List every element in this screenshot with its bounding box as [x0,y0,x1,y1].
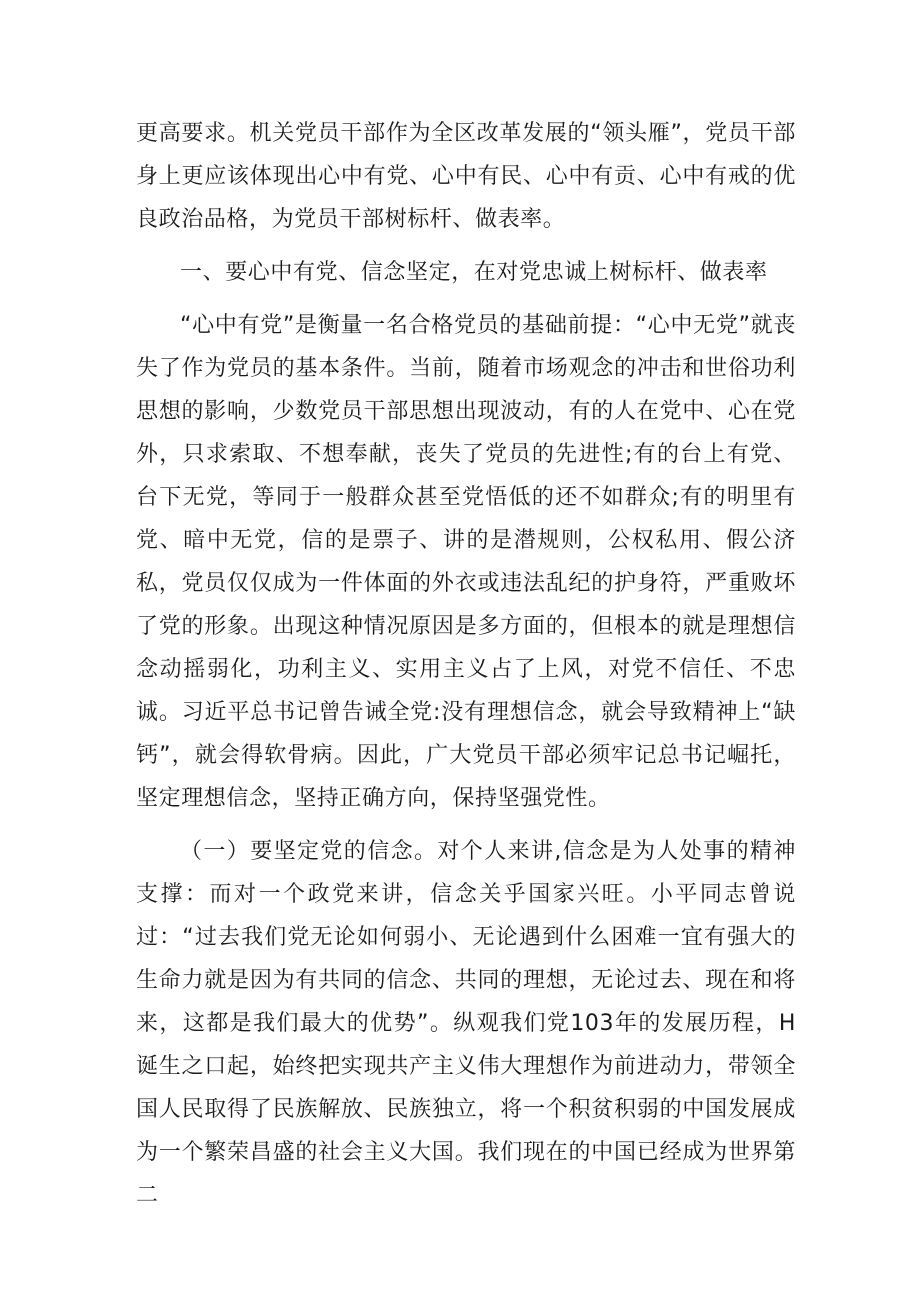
paragraph-subsection: （一）要坚定党的信念。对个人来讲,信念是为人处事的精神支撑：而对一个政党来讲，信念关乎国家兴旺。小平同志曾说过：“过去我们党无论如何弱小、无论遇到什么困难一宜有强大的生命力就是因为有共同的信念、共同的理想，无论过去、现在和将来，这都是我们最大的优势”。纵观我们党103年的发展历程，H诞生之口起，始终把实现共产主义伟大理想作为前进动力，带领全国人民取得了民族解放、民族独立，将一个积贫积弱的中国发展成为一个繁荣昌盛的社会主义大国。我们现在的中国已经成为世界第二 [136,839,796,1208]
paragraph-continuation: 更高要求。机关党员干部作为全区改革发展的“领头雁”，党员干部身上更应该体现出心中有党、心中有民、心中有贡、心中有戒的优良政治品格，为党员干部树标杆、做表率。 [136,121,796,232]
document-body [136,112,796,1217]
paragraph-gap [136,241,796,251]
paragraph-gap [136,820,796,830]
section-heading: 一、要心中有党、信念坚定，在对党忠诚上树标杆、做表率 [180,260,768,285]
paragraph-gap [136,294,796,304]
paragraph-body: “心中有党”是衡量一名合格党员的基础前提：“心中无党”就丧失了作为党员的基本条件。当前，随着市场观念的冲击和世俗功利思想的影响，少数党员干部思想出现波动，有的人在党中、心在党外，只求索取、不想奉献，丧失了党员的先进性;有的台上有党、台下无党，等同于一般群众甚至党悟低的还不如群众;有的明里有党、暗中无党，信的是票子、讲的是潜规则，公权私用、假公济私，党员仅仅成为一件体面的外衣或违法乱纪的护身符，严重败坏了党的形象。出现这种情况原因是多方面的，但根本的就是理想信念动摇弱化，功利主义、实用主义占了上风，对党不信任、不忠诚。习近平总书记曾告诫全党:没有理想信念，就会导致精神上“缺钙”，就会得软骨病。因此，广大党员干部必须牢记总书记崛托，坚定理想信念，坚持正确方向，保持坚强党性。 [136,313,796,811]
